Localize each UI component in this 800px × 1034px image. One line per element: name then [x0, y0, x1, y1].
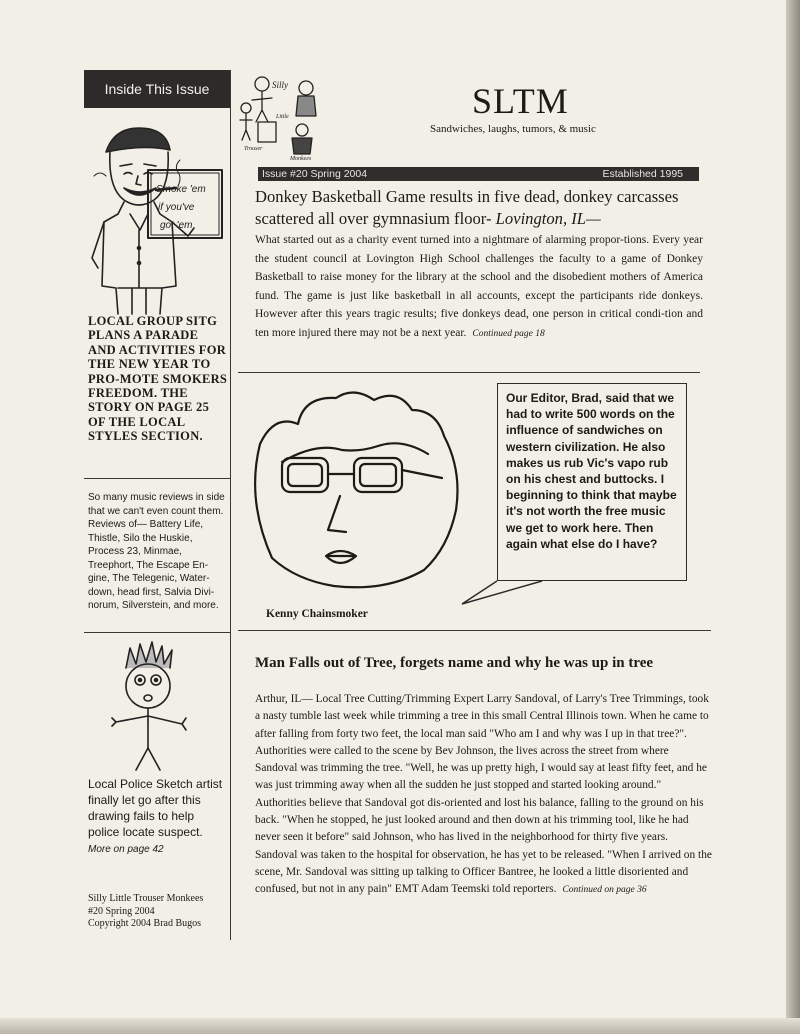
- established-year: Established 1995: [602, 168, 683, 180]
- page-edge-shadow: [786, 0, 800, 1034]
- lead-dateline: Lovington, IL—: [495, 209, 601, 228]
- sign-text-line-2: if you've: [158, 202, 195, 213]
- story2-body-text: Arthur, IL— Local Tree Cutting/Trimming Expert Larry Sandoval, of Larry's Tree Trimmings, took a nasty tumble last week while trimming a tree in this small Central Illinois town. When he came to after falling from forty two feet, the local man said "Who am I and why was I up in that tree?". Authorities were called to the scene by Bev Johnson, the lives across the street from where Sandoval was trimming the tree. "Well, he was up pretty high, I would say at least fifty feet, and he was just trimming away when all the sudden he just stopped and started looking around." Authorities believe that Sandoval got dis-oriented and lost his balance, falling to the ground on his back. "When he stopped, he just looked around and then down at his trimming tool, like he had never seen it before" said Johnson, who has lived in the neighborhood for thirty five years. Sandoval was taken to the hospital for observation, he has yet to be released. "When I arrived on the scene, Mr. Sandoval was sitting up talking to Officer Bantree, he looked a little disoriented and confused, but not in any pain" EMT Adam Teemski told reporters.: [255, 693, 712, 896]
- masthead-logo: [236, 70, 326, 162]
- smoke-caption: LOCAL GROUP SITG PLANS A PARADE AND ACTIVITIES FOR THE NEW YEAR TO PRO-MOTE SMOKERS FREEDOM. THE STORY ON PAGE 25 OF THE LOCAL STYLES SECTION.: [88, 314, 228, 444]
- smoker-cartoon: [84, 118, 230, 314]
- police-caption: [88, 776, 228, 858]
- logo-word-silly: Silly: [272, 80, 288, 90]
- footer-line: Silly Little Trouser Monkees: [88, 893, 204, 904]
- portrait-caption: Kenny Chainsmoker: [266, 608, 368, 620]
- column-divider: [230, 70, 231, 940]
- story2-continued-link[interactable]: Continued on page 36: [562, 885, 647, 896]
- sidebar-divider: [84, 478, 230, 479]
- editor-speech-bubble: Our Editor, Brad, said that we had to write 500 words on the influence of sandwiches on western civilization. He also makes us rub Vic's vapo rub on his chest and buttocks. I beginning to think that maybe it's not worth the free music we get to work here. Then again what else do I have?: [497, 383, 687, 581]
- masthead-tagline: Sandwiches, laughs, tumors, & music: [430, 123, 596, 135]
- sidebar-footer: [88, 893, 228, 931]
- logo-word-little: Little: [276, 114, 289, 120]
- logo-word-trouser: Trouser: [244, 146, 263, 152]
- page-bottom-edge: [0, 1018, 800, 1034]
- lead-story-body: [255, 231, 703, 344]
- lead-continued-link[interactable]: Continued page 18: [472, 328, 545, 339]
- issue-number: Issue #20 Spring 2004: [262, 168, 368, 180]
- footer-line: Copyright 2004 Brad Bugos: [88, 918, 202, 929]
- section-rule: [238, 630, 711, 631]
- logo-word-monkees: Monkees: [290, 156, 312, 162]
- masthead-title: SLTM: [472, 81, 569, 121]
- story2-headline: Man Falls out of Tree, forgets name and why he was up in tree: [255, 655, 654, 671]
- lead-body-text: What started out as a charity event turned into a nightmare of alarming propor-tions. Every year the student council at Lovington High School challenges the faculty to a game of Donkey Basketball to raise money for the library at the school and the disobedient mothers of America fund. The game is just like basketball in all accounts, except the participants ride donkeys. However after this years tragic results; five donkeys dead, one person in critical condi-tion and ten more injured there may not be a next year.: [255, 234, 703, 339]
- sidebar-divider: [84, 632, 230, 633]
- story2-body: [255, 691, 712, 900]
- lead-headline-text: Donkey Basketball Game results in five dead, donkey carcasses scattered all over gymnasium floor-: [255, 187, 679, 228]
- sign-text-line-3: got 'em: [160, 220, 193, 231]
- issue-bar: [258, 167, 699, 181]
- lead-headline: [255, 186, 700, 230]
- police-caption-text: Local Police Sketch artist finally let go after this drawing fails to help police locate suspect.: [88, 777, 223, 839]
- music-caption: So many music reviews in side that we can't even count them. Reviews of— Battery Life, Thistle, Silo the Huskie, Process 23, Minmae, Treephort, The Escape En-gine, The Telegenic, Water-down, head first, Salvia Divi-norum, Silverstein, and more.: [88, 492, 225, 611]
- kenny-portrait: [238, 380, 488, 608]
- police-more-link[interactable]: More on page 42: [88, 844, 164, 855]
- police-sketch-drawing: [96, 640, 206, 775]
- footer-line: #20 Spring 2004: [88, 905, 155, 917]
- sidebar: [84, 70, 230, 108]
- sign-text-line-1: Smoke 'em: [156, 184, 206, 195]
- section-rule: [238, 372, 700, 373]
- sidebar-header: Inside This Issue: [84, 70, 230, 108]
